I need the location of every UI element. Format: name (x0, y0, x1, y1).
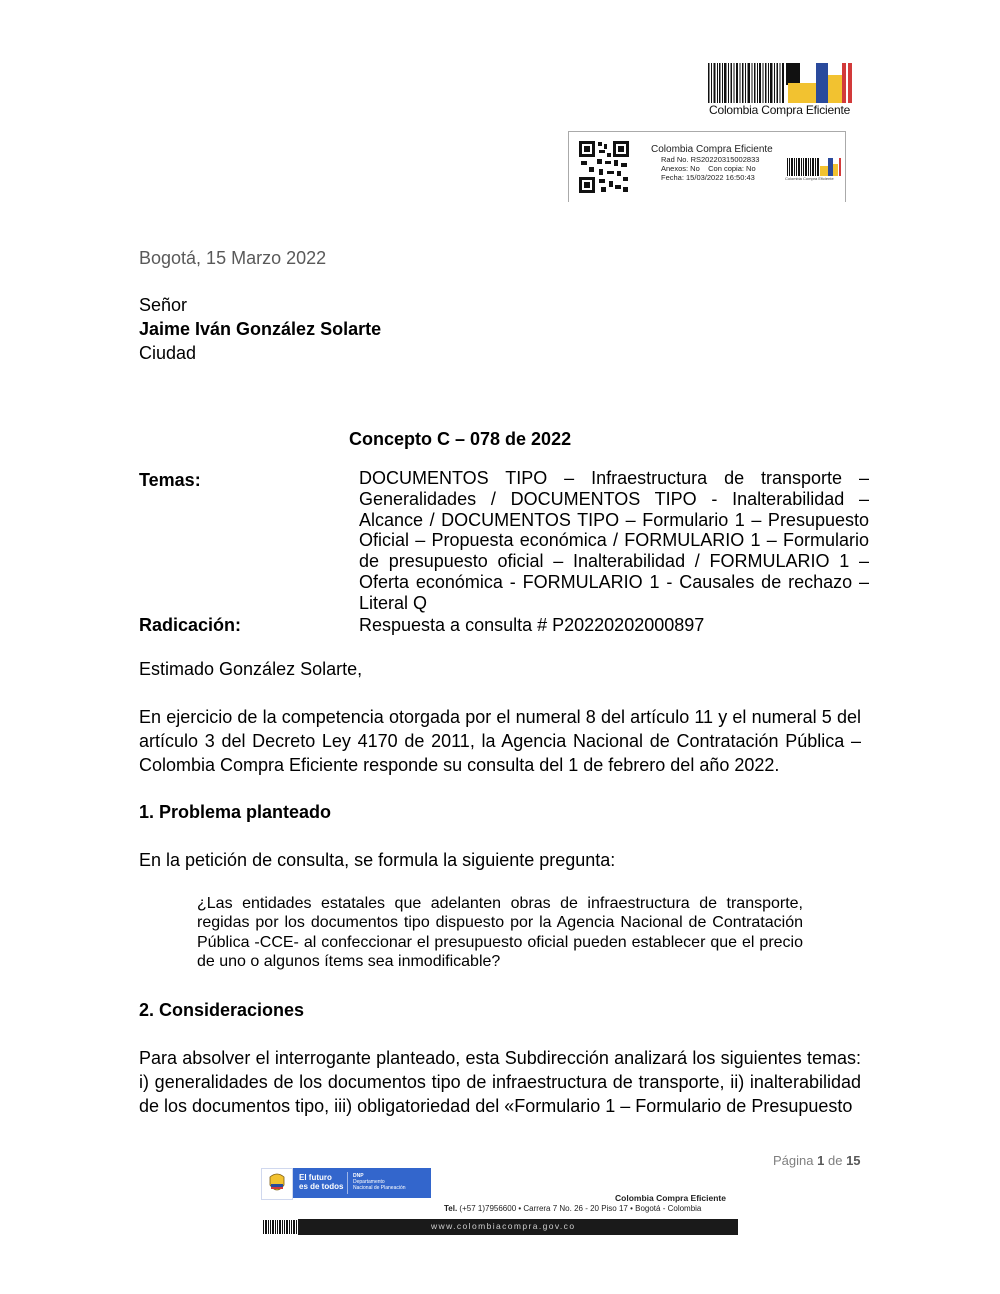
radicado-stamp (568, 131, 846, 202)
page-number: Página 1 de 15 (773, 1153, 861, 1168)
recipient-city: Ciudad (139, 343, 197, 363)
footer-org-name: Colombia Compra Eficiente (615, 1193, 726, 1203)
gov-slogan-line2: es de todos (299, 1182, 344, 1191)
radicacion-label: Radicación: (139, 615, 242, 635)
concept-title: Concepto C – 078 de 2022 (349, 429, 572, 449)
section2-paragraph: Para absolver el interrogante planteado, esta Subdirección analizará los siguientes temas: i) generalidades de los documentos tipo de infraestructura de transporte, ii) inalterabilidad de los documentos tipo, iii) obligatoriedad del «Formulario 1 – Formulario de Presupuesto (139, 1048, 861, 1116)
coat-of-arms-icon (261, 1168, 293, 1200)
letter-date: Bogotá, 15 Marzo 2022 (139, 248, 327, 268)
section2-heading: 2. Consideraciones (139, 1000, 305, 1020)
dnp-line3: Nacional de Planeación (353, 1185, 406, 1191)
stamp-anexos: Anexos: No Con copia: No (661, 164, 756, 173)
qr-code-icon (579, 141, 629, 193)
question-quote: ¿Las entidades estatales que adelanten obras de infraestructura de transporte, regidas por los documentos tipo dispuesto por la Agencia Nacional de Contratación Pública -CCE- al confeccionar el presupuesto oficial pueden establecer que el precio de uno o algunos ítems sea inmodificable? (197, 895, 803, 971)
section1-heading: 1. Problema planteado (139, 802, 332, 822)
greeting: Estimado González Solarte, (139, 659, 363, 679)
temas-label: Temas: (139, 470, 201, 490)
recipient-name: Jaime Iván González Solarte (139, 319, 382, 339)
government-logo (261, 1168, 431, 1198)
radicacion-text: Respuesta a consulta # P20220202000897 (359, 615, 705, 635)
footer-barcode-icon (262, 1219, 298, 1235)
stamp-rad-number: Rad No. RS20220315002833 (661, 155, 760, 164)
stamp-fecha: Fecha: 15/03/2022 16:50:43 (661, 173, 755, 182)
stamp-mini-logo-text: Colombia Compra Eficiente (785, 176, 834, 181)
dnp-label: DNP (353, 1173, 364, 1179)
temas-text: DOCUMENTOS TIPO – Infraestructura de transporte – Generalidades / DOCUMENTOS TIPO - Inalterabilidad – Alcance / DOCUMENTOS TIPO – Formulario 1 – Presupuesto Oficial – Propuesta económica / FORMULARIO 1 – Formulario de presupuesto oficial – Inalterabilidad / FORMULARIO 1 – Oferta económica - FORMULARIO 1 - Causales de rechazo – Literal Q (359, 468, 869, 613)
salutation-title: Señor (139, 295, 188, 315)
colombia-compra-logo-barcode (708, 63, 854, 103)
gov-slogan-line1: El futuro (299, 1173, 332, 1182)
logo-caption: Colombia Compra Eficiente (709, 103, 851, 117)
section1-text: En la petición de consulta, se formula la siguiente pregunta: (139, 850, 616, 870)
footer-address: Tel. (+57 1)7956600 • Carrera 7 No. 26 - 20 Piso 17 • Bogotá - Colombia (444, 1204, 702, 1213)
footer-website-link[interactable]: www.colombiacompra.gov.co (431, 1221, 576, 1231)
dnp-line2: Departamento (353, 1179, 385, 1185)
intro-paragraph: En ejercicio de la competencia otorgada por el numeral 8 del artículo 11 y el numeral 5 del artículo 3 del Decreto Ley 4170 de 2011, la Agencia Nacional de Contratación Pública – Colombia Compra Eficiente responde su consulta del 1 de febrero del año 2022. (139, 707, 861, 775)
stamp-barcode-icon (787, 158, 843, 176)
stamp-title: Colombia Compra Eficiente (651, 144, 773, 155)
